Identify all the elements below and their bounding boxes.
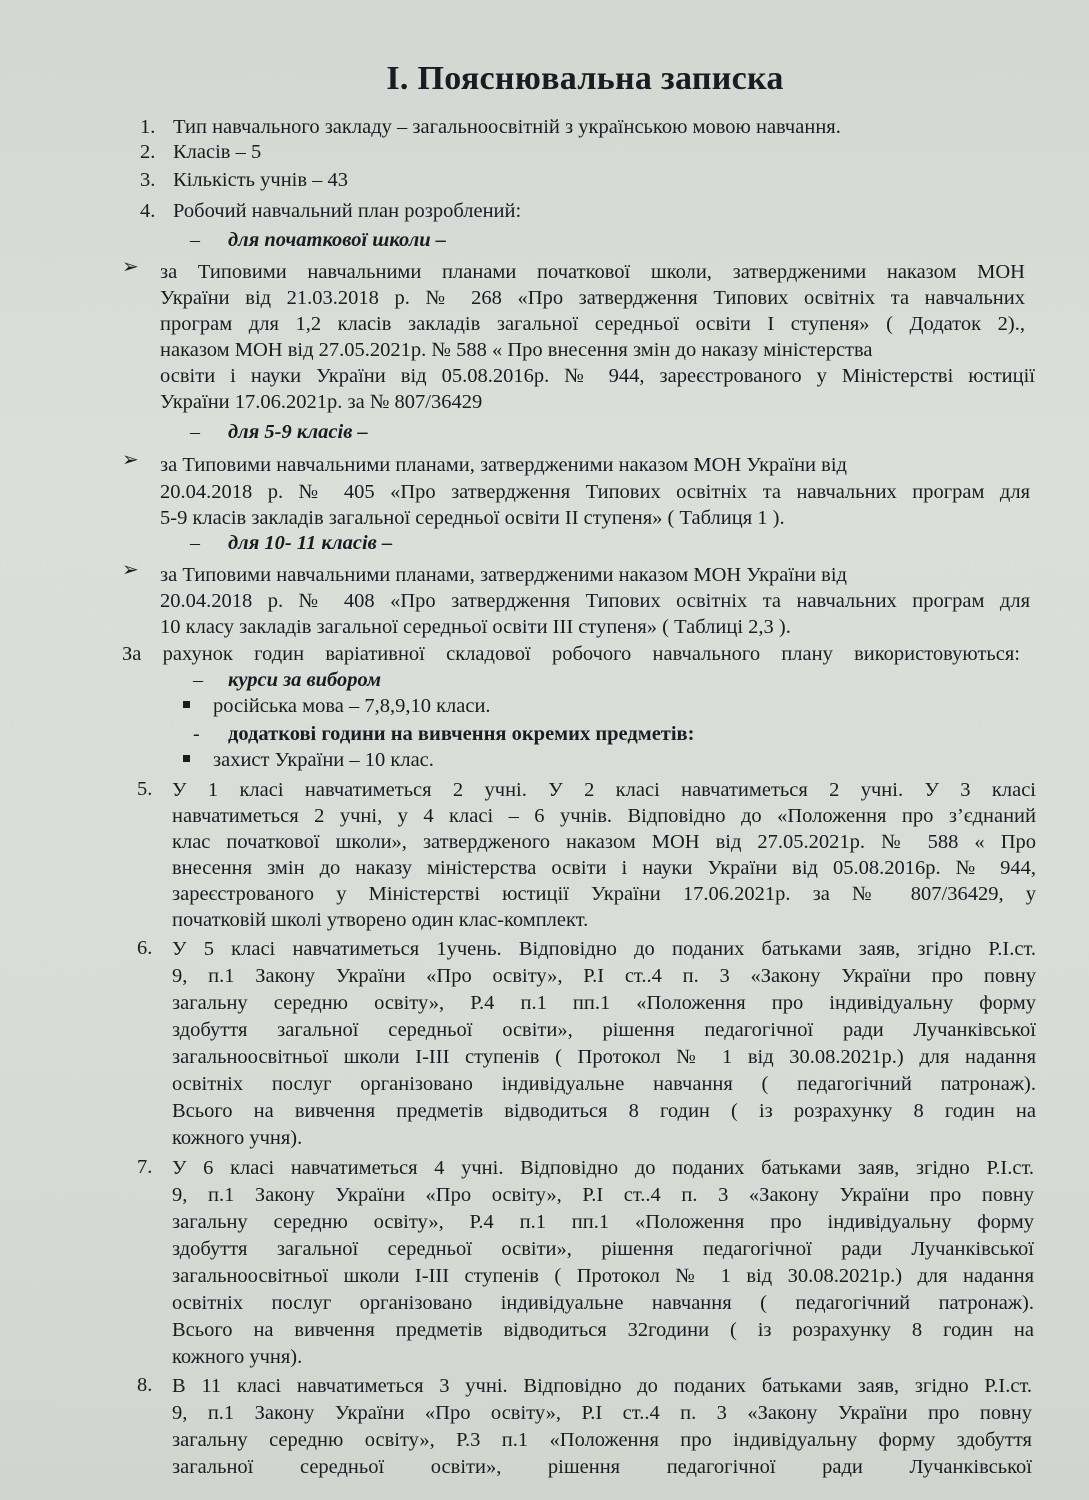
page-title: І. Пояснювальна записка bbox=[386, 60, 784, 97]
text-line: програм для 1,2 класів закладів загальної середньої освіти І ступеня» ( Додаток 2)., bbox=[160, 313, 1025, 335]
arrow-bullet-icon: ➢ bbox=[122, 449, 139, 471]
text-line: України 17.06.2021р. за № 807/36429 bbox=[160, 391, 483, 413]
text-line: освітніх послуг організовано індивідуальне навчання ( педагогічний патронаж). bbox=[172, 1073, 1036, 1095]
dash-bullet: - bbox=[193, 723, 200, 745]
text-line: 10 класу закладів загальної середньої освіти ІІІ ступеня» ( Таблиці 2,3 ). bbox=[160, 616, 791, 638]
text-line: 5-9 класів закладів загальної середньої освіти ІІ ступеня» ( Таблиця 1 ). bbox=[160, 507, 785, 529]
text-line: 9, п.1 Закону України «Про освіту», Р.І ст..4 п. 3 «Закону України про повну bbox=[172, 1402, 1032, 1424]
item-number: 8. bbox=[137, 1374, 153, 1396]
text-line: 20.04.2018 р. № 408 «Про затвердження Типових освітніх та навчальних програм для bbox=[160, 590, 1030, 612]
text-line: За рахунок годин варіативної складової робочого навчального плану використовуються: bbox=[122, 643, 1020, 665]
text-line: загальної середньої освіти», рішення педагогічної ради Лучанківської bbox=[172, 1456, 1032, 1478]
text-line: загальноосвітньої школи І-ІІІ ступенів ( Протокол № 1 від 30.08.2021р.) для надання bbox=[172, 1265, 1034, 1287]
square-bullet-icon bbox=[183, 701, 190, 708]
text-line: 20.04.2018 р. № 405 «Про затвердження Типових освітніх та навчальних програм для bbox=[160, 481, 1030, 503]
text-line: здобуття загальної середньої освіти», рішення педагогічної ради Лучанківської bbox=[172, 1019, 1036, 1041]
item-number: 5. bbox=[137, 778, 153, 800]
dash-bullet: – bbox=[190, 229, 200, 251]
text-line: за Типовими навчальними планами, затвердженими наказом МОН України від bbox=[160, 564, 847, 586]
text-line: Всього на вивчення предметів відводиться 32години ( із розрахунку 8 годин на bbox=[172, 1319, 1034, 1341]
text-line: України від 21.03.2018 р. № 268 «Про затвердження Типових освітніх та навчальних bbox=[160, 287, 1025, 309]
text-line: наказом МОН від 27.05.2021р. № 588 « Про внесення змін до наказу міністерства bbox=[160, 339, 873, 361]
text-line: 9, п.1 Закону України «Про освіту», Р.І ст..4 п. 3 «Закону України про повну bbox=[172, 965, 1036, 987]
list-item: захист України – 10 клас. bbox=[213, 749, 434, 771]
text-line: загальну середню освіту», Р.3 п.1 «Положення про індивідуальну форму здобуття bbox=[172, 1429, 1032, 1451]
section-heading-primary: для початкової школи – bbox=[228, 229, 446, 251]
item-text: Робочий навчальний план розроблений: bbox=[173, 200, 522, 222]
text-line: В 11 класі навчатиметься 3 учні. Відповідно до поданих батьками заяв, згідно Р.І.ст. bbox=[172, 1375, 1032, 1397]
item-number: 4. bbox=[140, 200, 156, 222]
text-line: освіти і науки України від 05.08.2016р. № 944, зареєстрованого у Міністерстві юстиції bbox=[160, 365, 1035, 387]
courses-heading: курси за вибором bbox=[228, 669, 381, 691]
list-item: російська мова – 7,8,9,10 класи. bbox=[213, 695, 491, 717]
section-heading-senior: для 10- 11 класів – bbox=[228, 532, 393, 554]
text-line: клас початкової школи», затвердженого наказом МОН від 27.05.2021р. № 588 « Про bbox=[172, 831, 1036, 853]
text-line: початковій школі утворено один клас-комплект. bbox=[172, 909, 589, 931]
item-number: 1. bbox=[140, 116, 156, 138]
item-text: Тип навчального закладу – загальноосвітній з українською мовою навчання. bbox=[173, 116, 841, 138]
dash-bullet: – bbox=[190, 421, 200, 443]
text-line: за Типовими навчальними планами початкової школи, затвердженими наказом МОН bbox=[160, 261, 1025, 283]
square-bullet-icon bbox=[183, 755, 190, 762]
text-line: навчатиметься 2 учні, у 4 класі – 6 учнів. Відповідно до «Положення про з’єднаний bbox=[172, 805, 1036, 827]
text-line: Всього на вивчення предметів відводиться 8 годин ( із розрахунку 8 годин на bbox=[172, 1100, 1036, 1122]
item-number: 6. bbox=[137, 937, 153, 959]
arrow-bullet-icon: ➢ bbox=[122, 256, 139, 278]
text-line: кожного учня). bbox=[172, 1346, 303, 1368]
dash-bullet: – bbox=[190, 532, 200, 554]
arrow-bullet-icon: ➢ bbox=[122, 559, 139, 581]
item-text: Класів – 5 bbox=[173, 141, 262, 163]
text-line: зареєстрованого у Міністерстві юстиції України 17.06.2021р. за № 807/36429, у bbox=[172, 883, 1036, 905]
text-line: 9, п.1 Закону України «Про освіту», Р.І ст..4 п. 3 «Закону України про повну bbox=[172, 1184, 1034, 1206]
text-line: внесення змін до наказу міністерства освіти і науки України від 05.08.2016р. № 944, bbox=[172, 857, 1036, 879]
text-line: У 5 класі навчатиметься 1учень. Відповідно до поданих батьками заяв, згідно Р.І.ст. bbox=[172, 938, 1036, 960]
item-text: Кількість учнів – 43 bbox=[173, 169, 349, 191]
section-heading-middle: для 5-9 класів – bbox=[228, 421, 368, 443]
dash-bullet: – bbox=[193, 669, 203, 691]
item-number: 7. bbox=[137, 1156, 153, 1178]
text-line: У 1 класі навчатиметься 2 учні. У 2 класі навчатиметься 2 учні. У 3 класі bbox=[172, 779, 1036, 801]
text-line: за Типовими навчальними планами, затвердженими наказом МОН України від bbox=[160, 454, 847, 476]
text-line: кожного учня). bbox=[172, 1127, 303, 1149]
item-number: 2. bbox=[140, 141, 156, 163]
text-line: У 6 класі навчатиметься 4 учні. Відповідно до поданих батьками заяв, згідно Р.І.ст. bbox=[172, 1157, 1034, 1179]
text-line: загальну середню освіту», Р.4 п.1 пп.1 «Положення про індивідуальну форму bbox=[172, 1211, 1034, 1233]
text-line: загальноосвітньої школи І-ІІІ ступенів ( Протокол № 1 від 30.08.2021р.) для надання bbox=[172, 1046, 1036, 1068]
item-number: 3. bbox=[140, 169, 156, 191]
extra-hours-heading: додаткові години на вивчення окремих предметів: bbox=[228, 723, 695, 745]
text-line: загальну середню освіту», Р.4 п.1 пп.1 «Положення про індивідуальну форму bbox=[172, 992, 1036, 1014]
text-line: здобуття загальної середньої освіти», рішення педагогічної ради Лучанківської bbox=[172, 1238, 1034, 1260]
text-line: освітніх послуг організовано індивідуальне навчання ( педагогічний патронаж). bbox=[172, 1292, 1034, 1314]
